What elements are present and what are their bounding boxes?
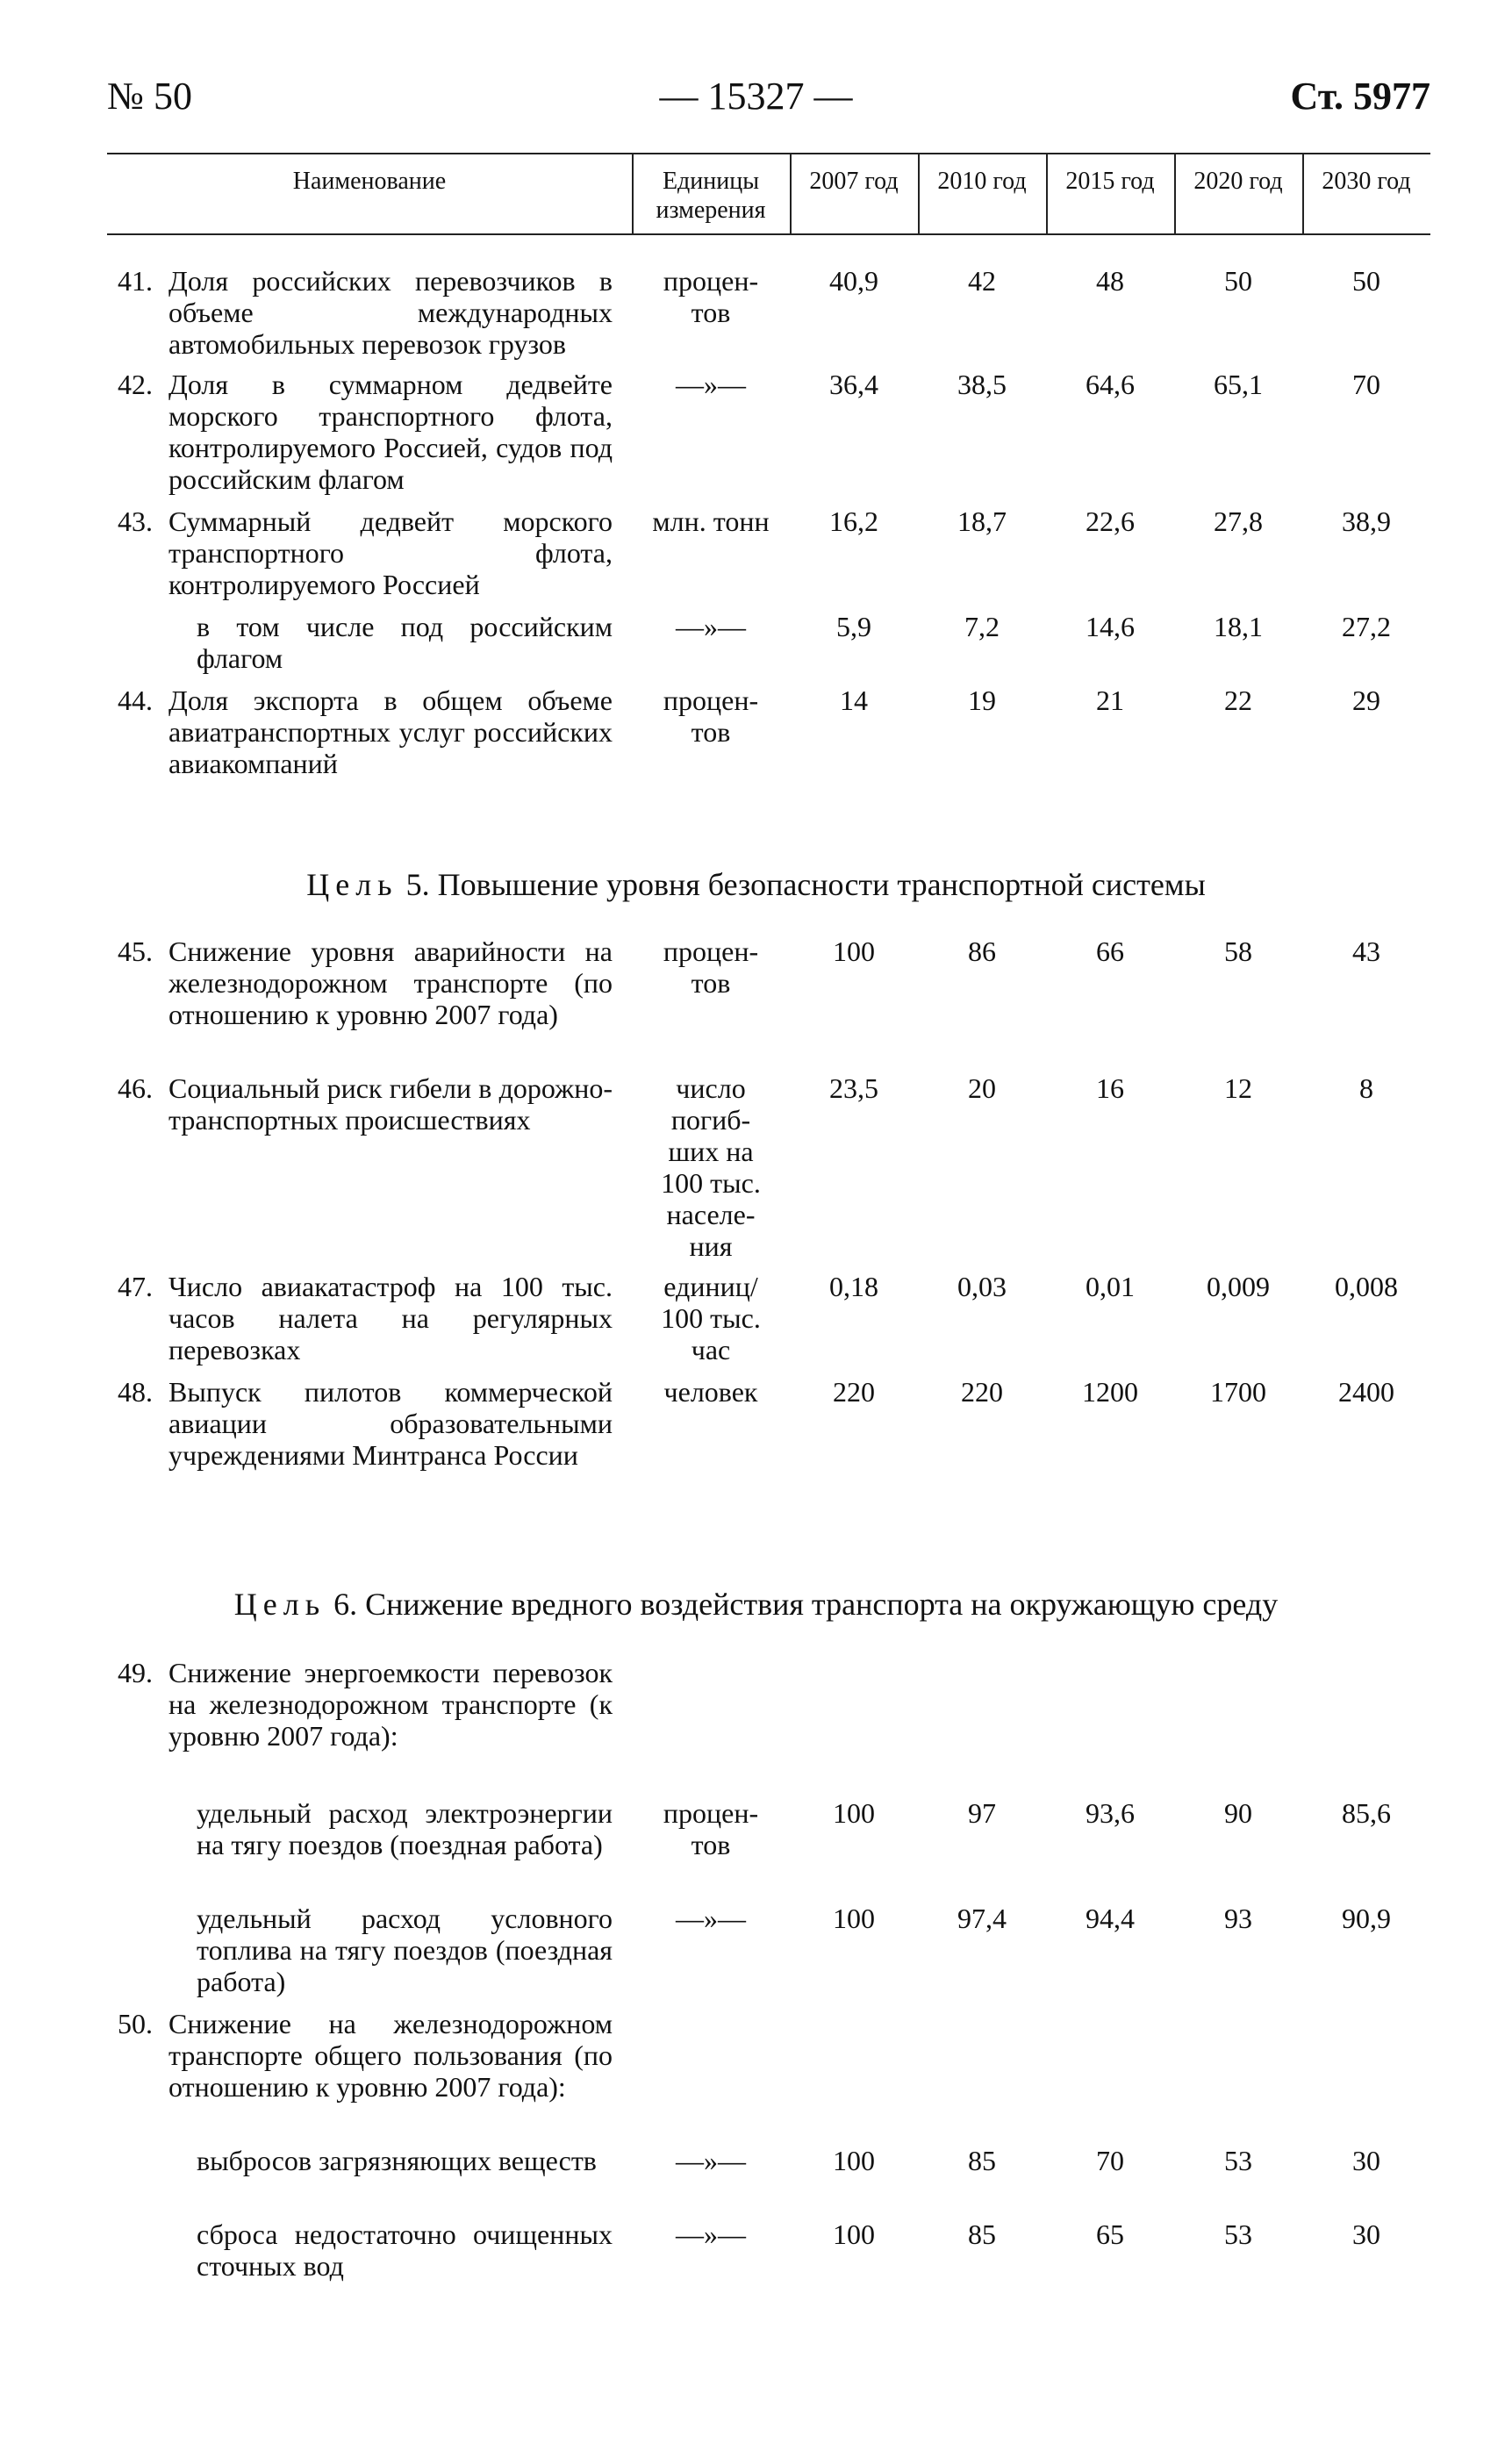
row-unit: —»—	[676, 2218, 746, 2250]
row-unit: процен- тов	[663, 935, 759, 999]
row-value: 16,2	[829, 505, 878, 537]
row-name: Социальный риск гибели в дорожно-транспортных происшествиях	[168, 1072, 613, 1136]
row-value: 30	[1352, 2218, 1380, 2250]
row-value: 0,18	[829, 1271, 878, 1302]
row-value: 85	[968, 2145, 996, 2176]
article-number: Ст. 5977	[1290, 75, 1430, 118]
row-value: 85,6	[1342, 1797, 1391, 1829]
section-title-text: 5. Повышение уровня безопасности транспортной системы	[398, 867, 1206, 902]
row-unit: человек	[663, 1376, 758, 1408]
row-number: 45.	[118, 935, 153, 967]
row-value: 97,4	[957, 1903, 1007, 1934]
row-value: 100	[833, 1903, 875, 1934]
row-number: 48.	[118, 1376, 153, 1408]
row-name: удельный расход условного топлива на тягу поездов (поездная работа)	[197, 1903, 613, 1997]
issue-number: № 50	[107, 75, 192, 118]
row-value: 38,5	[957, 369, 1007, 400]
row-value: 2400	[1338, 1376, 1394, 1408]
row-unit: процен- тов	[663, 1797, 759, 1860]
row-name: Число авиакатастроф на 100 тыс. часов налета на регулярных перевозках	[168, 1271, 613, 1365]
row-value: 100	[833, 2218, 875, 2250]
row-number: 42.	[118, 369, 153, 400]
row-name: Снижение энергоемкости перевозок на железнодорожном транспорте (к уровню 2007 года):	[168, 1657, 613, 1752]
row-value: 23,5	[829, 1072, 878, 1104]
row-value: 14,6	[1086, 611, 1135, 642]
row-value: 66	[1096, 935, 1124, 967]
row-value: 85	[968, 2218, 996, 2250]
row-unit: —»—	[676, 1903, 746, 1934]
row-value: 38,9	[1342, 505, 1391, 537]
section-title-text: 6. Снижение вредного воздействия транспорта на окружающую среду	[326, 1587, 1279, 1622]
column-header-2015: 2015 год	[1065, 168, 1155, 195]
row-name: Доля в суммарном дедвейте морского транспортного флота, контролируемого Россией, судов под российским флагом	[168, 369, 613, 495]
column-header-name: Наименование	[292, 168, 447, 195]
row-value: 65,1	[1214, 369, 1263, 400]
section-title-goal-6	[0, 1587, 1512, 1623]
row-value: 16	[1096, 1072, 1124, 1104]
row-value: 220	[833, 1376, 875, 1408]
row-value: 64,6	[1086, 369, 1135, 400]
row-number: 41.	[118, 265, 153, 297]
row-name: в том числе под российским флагом	[197, 611, 613, 674]
section-title-goal-5	[0, 867, 1512, 903]
row-name: Снижение на железнодорожном транспорте общего пользования (по отношению к уровню 2007 года):	[168, 2008, 613, 2103]
row-name: Снижение уровня аварийности на железнодорожном транспорте (по отношению к уровню 2007 года)	[168, 935, 613, 1030]
row-value: 8	[1359, 1072, 1373, 1104]
row-number: 43.	[118, 505, 153, 537]
row-value: 21	[1096, 684, 1124, 716]
table-header-rule	[107, 233, 1430, 235]
column-header-2020: 2020 год	[1193, 168, 1283, 195]
row-value: 12	[1224, 1072, 1252, 1104]
row-value: 43	[1352, 935, 1380, 967]
row-value: 22,6	[1086, 505, 1135, 537]
column-header-unit: Единицы измерения	[656, 168, 766, 224]
row-name: удельный расход электроэнергии на тягу поездов (поездная работа)	[197, 1797, 613, 1860]
row-value: 5,9	[836, 611, 871, 642]
row-name: выбросов загрязняющих веществ	[197, 2145, 597, 2176]
row-unit: —»—	[676, 2145, 746, 2176]
row-value: 1200	[1082, 1376, 1138, 1408]
row-value: 0,009	[1207, 1271, 1270, 1302]
row-value: 58	[1224, 935, 1252, 967]
row-value: 70	[1352, 369, 1380, 400]
row-value: 70	[1096, 2145, 1124, 2176]
row-unit: процен- тов	[663, 265, 759, 328]
row-value: 0,01	[1086, 1271, 1135, 1302]
row-unit: —»—	[676, 369, 746, 400]
row-value: 53	[1224, 2218, 1252, 2250]
column-header-2007: 2007 год	[809, 168, 899, 195]
row-value: 100	[833, 1797, 875, 1829]
row-value: 100	[833, 935, 875, 967]
row-value: 27,2	[1342, 611, 1391, 642]
row-value: 97	[968, 1797, 996, 1829]
row-name: Доля экспорта в общем объеме авиатранспортных услуг российских авиакомпаний	[168, 684, 613, 779]
row-value: 1700	[1210, 1376, 1266, 1408]
row-value: 40,9	[829, 265, 878, 297]
row-value: 53	[1224, 2145, 1252, 2176]
row-value: 50	[1224, 265, 1252, 297]
row-value: 18,7	[957, 505, 1007, 537]
row-value: 42	[968, 265, 996, 297]
row-value: 48	[1096, 265, 1124, 297]
section-title-prefix: Цель	[233, 1587, 326, 1622]
row-value: 7,2	[964, 611, 1000, 642]
row-value: 18,1	[1214, 611, 1263, 642]
row-number: 50.	[118, 2008, 153, 2039]
row-value: 22	[1224, 684, 1252, 716]
row-value: 94,4	[1086, 1903, 1135, 1934]
row-unit: процен- тов	[663, 684, 759, 748]
column-header-2010: 2010 год	[937, 168, 1027, 195]
page-number: — 15327 —	[659, 75, 853, 118]
row-value: 93	[1224, 1903, 1252, 1934]
row-unit: —»—	[676, 611, 746, 642]
row-value: 0,03	[957, 1271, 1007, 1302]
row-unit: единиц/ 100 тыс. час	[661, 1271, 761, 1365]
row-unit: млн. тонн	[652, 505, 770, 537]
row-value: 93,6	[1086, 1797, 1135, 1829]
section-title-prefix: Цель	[306, 867, 398, 902]
row-value: 14	[840, 684, 868, 716]
row-value: 29	[1352, 684, 1380, 716]
row-value: 0,008	[1335, 1271, 1398, 1302]
row-value: 86	[968, 935, 996, 967]
row-number: 46.	[118, 1072, 153, 1104]
row-number: 49.	[118, 1657, 153, 1688]
row-name: сброса недостаточно очищенных сточных вод	[197, 2218, 613, 2282]
column-header-2030: 2030 год	[1322, 168, 1411, 195]
table-top-rule	[107, 153, 1430, 154]
row-value: 90,9	[1342, 1903, 1391, 1934]
row-value: 19	[968, 684, 996, 716]
row-value: 50	[1352, 265, 1380, 297]
row-value: 100	[833, 2145, 875, 2176]
row-number: 47.	[118, 1271, 153, 1302]
row-name: Суммарный дедвейт морского транспортного флота, контролируемого Россией	[168, 505, 613, 600]
row-number: 44.	[118, 684, 153, 716]
row-value: 90	[1224, 1797, 1252, 1829]
row-value: 27,8	[1214, 505, 1263, 537]
row-name: Доля российских перевозчиков в объеме международных автомобильных перевозок грузов	[168, 265, 613, 360]
row-value: 20	[968, 1072, 996, 1104]
row-value: 65	[1096, 2218, 1124, 2250]
row-value: 220	[961, 1376, 1003, 1408]
row-value: 30	[1352, 2145, 1380, 2176]
row-value: 36,4	[829, 369, 878, 400]
row-unit: число погиб- ших на 100 тыс. населе- ния	[661, 1072, 761, 1262]
row-name: Выпуск пилотов коммерческой авиации образовательными учреждениями Минтранса России	[168, 1376, 613, 1471]
